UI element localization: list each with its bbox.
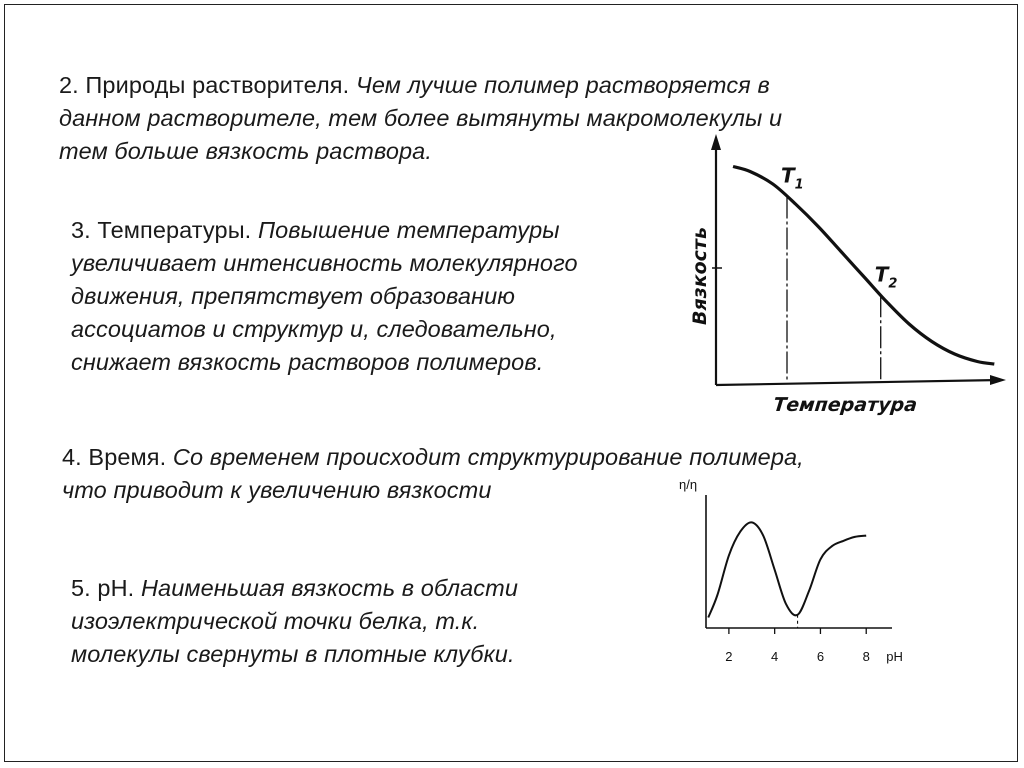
ph-x-tick-label: 8 (862, 649, 870, 664)
item-solvent-line-2: данном растворителе, тем более вытянуты макромолекулы и (59, 105, 783, 131)
ph-x-tick-label: 2 (725, 649, 733, 664)
item-time-line-1: Со временем происходит структурирование полимера, (172, 444, 804, 470)
ph-x-axis-label: pH (886, 649, 903, 664)
ph-x-tick-label: 4 (771, 649, 779, 664)
item-temperature-line-3: движения, препятствует образованию (71, 283, 516, 309)
item-time-lead: 4. Время. (62, 444, 167, 470)
item-temperature-line-2: увеличивает интенсивность молекулярного (71, 250, 578, 276)
item-temperature-lead: 3. Температуры. (71, 217, 252, 243)
ph-curve (708, 522, 866, 617)
ph-series-layer (708, 522, 903, 664)
item-time-line-2: что приводит к увеличению вязкости (62, 477, 492, 503)
item-ph-line-2: изоэлектрической точки белка, т.к. (71, 608, 480, 634)
item-ph-line-1: Наименьшая вязкость в области (140, 575, 518, 601)
item-solvent-line-1: Чем лучше полимер растворяется в (355, 72, 770, 98)
item-temperature-line-5: снижает вязкость растворов полимеров. (71, 349, 544, 375)
temperature-marker-label: $T_2$ (874, 262, 898, 292)
item-ph-lead: 5. pH. (71, 575, 135, 601)
item-solvent-line-3: тем больше вязкость раствора. (59, 138, 432, 164)
item-ph-line-3: молекулы свернуты в плотные клубки. (71, 641, 515, 667)
y-axis-label: Вязкость (689, 227, 711, 325)
ph-y-axis-label: η/η (679, 477, 698, 492)
item-temperature-line-1: Повышение температуры (257, 217, 560, 243)
item-solvent-lead: 2. Природы растворителя. (59, 72, 350, 98)
item-temperature-line-4: ассоциатов и структур и, следовательно, (71, 316, 557, 342)
temperature-marker-label: $T_1$ (781, 163, 804, 193)
x-axis-label: Температура (772, 394, 919, 416)
ph-x-tick-label: 6 (816, 649, 825, 664)
